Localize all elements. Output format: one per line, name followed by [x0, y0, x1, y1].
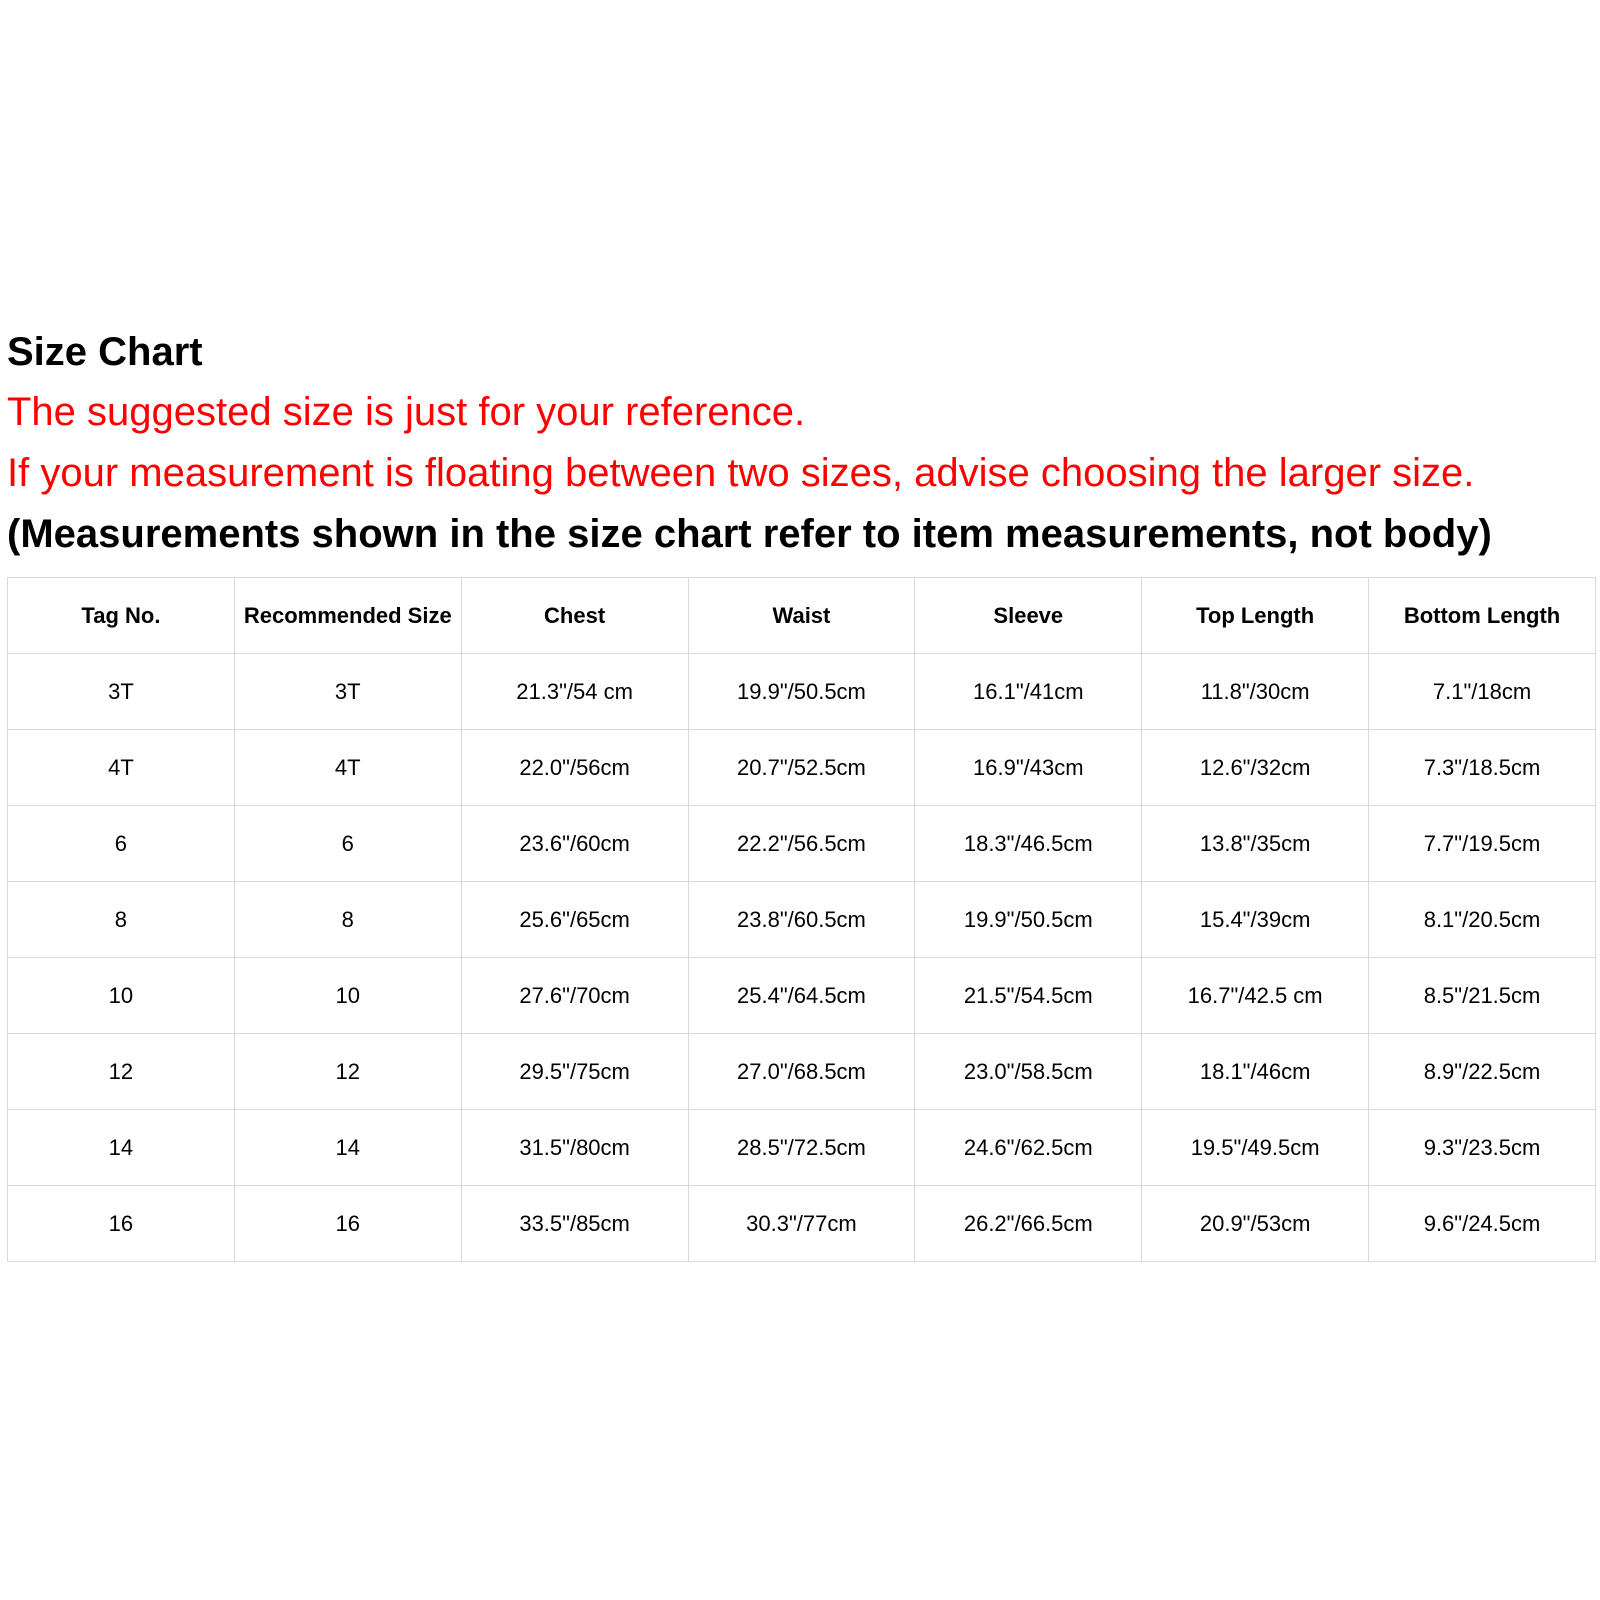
- page-title: Size Chart: [7, 330, 203, 374]
- cell-tag-no: 12: [8, 1034, 235, 1110]
- cell-recommended-size: 14: [234, 1110, 461, 1186]
- cell-tag-no: 4T: [8, 730, 235, 806]
- header-top-length: Top Length: [1142, 578, 1369, 654]
- cell-waist: 22.2"/56.5cm: [688, 806, 915, 882]
- cell-recommended-size: 16: [234, 1186, 461, 1262]
- cell-tag-no: 8: [8, 882, 235, 958]
- cell-chest: 22.0"/56cm: [461, 730, 688, 806]
- cell-sleeve: 16.9"/43cm: [915, 730, 1142, 806]
- cell-chest: 29.5"/75cm: [461, 1034, 688, 1110]
- header-recommended-size: Recommended Size: [234, 578, 461, 654]
- cell-chest: 31.5"/80cm: [461, 1110, 688, 1186]
- table-row: [8, 1110, 1596, 1186]
- cell-chest: 33.5"/85cm: [461, 1186, 688, 1262]
- cell-top-length: 20.9"/53cm: [1142, 1186, 1369, 1262]
- cell-sleeve: 23.0"/58.5cm: [915, 1034, 1142, 1110]
- cell-tag-no: 3T: [8, 654, 235, 730]
- header-sleeve: Sleeve: [915, 578, 1142, 654]
- table-row: [8, 806, 1596, 882]
- size-chart-table: [7, 577, 1596, 1262]
- table-row: [8, 1034, 1596, 1110]
- table-row: [8, 1186, 1596, 1262]
- cell-sleeve: 21.5"/54.5cm: [915, 958, 1142, 1034]
- table-row: [8, 882, 1596, 958]
- cell-chest: 27.6"/70cm: [461, 958, 688, 1034]
- cell-sleeve: 24.6"/62.5cm: [915, 1110, 1142, 1186]
- cell-bottom-length: 9.3"/23.5cm: [1369, 1110, 1596, 1186]
- cell-recommended-size: 8: [234, 882, 461, 958]
- cell-recommended-size: 6: [234, 806, 461, 882]
- cell-waist: 30.3"/77cm: [688, 1186, 915, 1262]
- cell-bottom-length: 7.1"/18cm: [1369, 654, 1596, 730]
- cell-sleeve: 19.9"/50.5cm: [915, 882, 1142, 958]
- cell-top-length: 15.4"/39cm: [1142, 882, 1369, 958]
- header-chest: Chest: [461, 578, 688, 654]
- cell-recommended-size: 4T: [234, 730, 461, 806]
- header-tag-no: Tag No.: [8, 578, 235, 654]
- cell-waist: 27.0"/68.5cm: [688, 1034, 915, 1110]
- reference-note: The suggested size is just for your reference.: [7, 390, 806, 434]
- table-row: [8, 958, 1596, 1034]
- cell-chest: 25.6"/65cm: [461, 882, 688, 958]
- cell-top-length: 13.8"/35cm: [1142, 806, 1369, 882]
- size-chart-header: [7, 322, 1597, 565]
- cell-waist: 19.9"/50.5cm: [688, 654, 915, 730]
- cell-chest: 21.3"/54 cm: [461, 654, 688, 730]
- cell-sleeve: 26.2"/66.5cm: [915, 1186, 1142, 1262]
- cell-bottom-length: 9.6"/24.5cm: [1369, 1186, 1596, 1262]
- cell-top-length: 16.7"/42.5 cm: [1142, 958, 1369, 1034]
- cell-top-length: 12.6"/32cm: [1142, 730, 1369, 806]
- cell-tag-no: 6: [8, 806, 235, 882]
- cell-waist: 25.4"/64.5cm: [688, 958, 915, 1034]
- cell-bottom-length: 7.3"/18.5cm: [1369, 730, 1596, 806]
- cell-bottom-length: 8.5"/21.5cm: [1369, 958, 1596, 1034]
- cell-top-length: 19.5"/49.5cm: [1142, 1110, 1369, 1186]
- cell-top-length: 18.1"/46cm: [1142, 1034, 1369, 1110]
- header-bottom-length: Bottom Length: [1369, 578, 1596, 654]
- table-body: [8, 654, 1596, 1262]
- cell-waist: 23.8"/60.5cm: [688, 882, 915, 958]
- cell-bottom-length: 8.9"/22.5cm: [1369, 1034, 1596, 1110]
- cell-bottom-length: 8.1"/20.5cm: [1369, 882, 1596, 958]
- cell-tag-no: 14: [8, 1110, 235, 1186]
- cell-recommended-size: 12: [234, 1034, 461, 1110]
- cell-waist: 28.5"/72.5cm: [688, 1110, 915, 1186]
- cell-tag-no: 16: [8, 1186, 235, 1262]
- table-row: [8, 730, 1596, 806]
- cell-recommended-size: 3T: [234, 654, 461, 730]
- header-waist: Waist: [688, 578, 915, 654]
- measurement-disclaimer: (Measurements shown in the size chart refer to item measurements, not body): [7, 512, 1492, 556]
- cell-chest: 23.6"/60cm: [461, 806, 688, 882]
- cell-waist: 20.7"/52.5cm: [688, 730, 915, 806]
- table-row: [8, 654, 1596, 730]
- cell-sleeve: 18.3"/46.5cm: [915, 806, 1142, 882]
- cell-bottom-length: 7.7"/19.5cm: [1369, 806, 1596, 882]
- cell-sleeve: 16.1"/41cm: [915, 654, 1142, 730]
- cell-top-length: 11.8"/30cm: [1142, 654, 1369, 730]
- table-header-row: [8, 578, 1596, 654]
- cell-tag-no: 10: [8, 958, 235, 1034]
- cell-recommended-size: 10: [234, 958, 461, 1034]
- larger-size-note: If your measurement is floating between two sizes, advise choosing the larger size.: [7, 451, 1475, 495]
